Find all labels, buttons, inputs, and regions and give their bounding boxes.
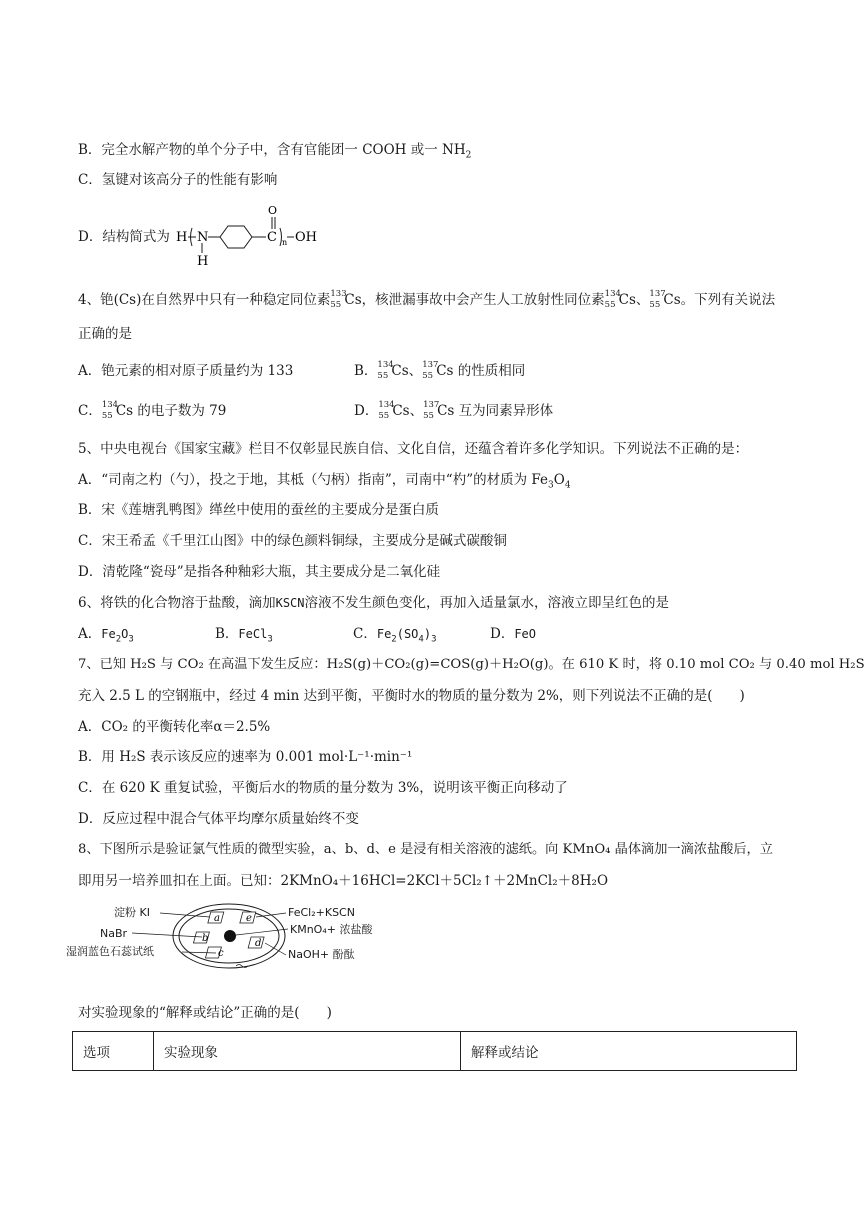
q6-b-formula [238,627,273,645]
q6-c-s1: 2 [391,634,397,645]
q8-stem-line2: 即用另一培养皿扣在上面。已知：2KMnO₄＋16HCl=2KCl＋5Cl₂↑＋2MnCl₂＋8H₂O [78,873,609,889]
q4-b-iso137-z: 55 [422,371,434,381]
q6-c-m: (SO [396,627,419,641]
q4-b-suffix: Cs 的性质相同 [436,363,526,379]
q6-c-s2: 4 [418,634,424,645]
iso-133-z: 55 [330,300,342,310]
q4-d-iso134-z: 55 [378,411,390,421]
q3-option-b [78,141,471,165]
q3-option-c: C．氢键对该高分子的性能有影响 [78,172,278,188]
q5-option-a [78,471,571,495]
q4-b-iso134 [377,360,394,381]
q4-d-iso137-mass: 137 [423,400,440,410]
q4-b-mid: Cs、 [391,363,423,379]
q4-d-iso134-mass: 134 [378,400,395,410]
q4-stem-b: Cs，核泄漏事故中会产生人工放射性同位素 [344,292,605,308]
q4-d-iso134 [378,400,395,421]
iso-134-mass: 134 [604,289,621,299]
q6-a-s2: 3 [128,634,134,645]
q4-option-d [354,402,553,420]
q5-a-sub1: 3 [548,480,554,491]
q6-kscn: KSCN [275,596,305,610]
paper-e: e [246,913,252,924]
isotope-134 [605,291,619,309]
struct-o: O [268,204,278,217]
q6-b-s: 3 [267,634,273,645]
q7-stem-line1: 7、已知 H₂S 与 CO₂ 在高温下发生反应：H₂S(g)＋CO₂(g)=COS(g)＋H₂O(g)。在 610 K 时，将 0.10 mol CO₂ 与 0.40 mol H₂S [78,657,865,672]
label-nabr: NaBr [100,927,128,940]
struct-c: C [267,230,277,245]
iso-133-mass: 133 [330,289,347,299]
q3-option-b-sub: 2 [465,150,472,161]
struct-h-left: H [176,230,188,245]
q4-d-prefix: D． [354,403,379,419]
q4-option-c [78,402,226,420]
label-naoh: NaOH+ 酚酞 [288,948,355,961]
q6-c-formula [376,627,437,645]
table-header-row [73,1032,797,1071]
q6-option-a [78,625,134,648]
table-header-phenomenon: 实验现象 [154,1032,461,1071]
isotope-133 [330,289,347,310]
q8-experiment-diagram [64,900,384,975]
q6-stem-b: 溶液不发生颜色变化，再加入适量氯水，溶液立即呈红色的是 [304,595,669,611]
q7-stem-line2: 充入 2.5 L 的空钢瓶中，经过 4 min 达到平衡，平衡时水的物质的量分数为 2%，则下列说法不正确的是( ) [78,688,745,704]
q5-option-c: C．宋王希孟《千里江山图》中的绿色颜料铜绿，主要成分是碱式碳酸铜 [78,533,507,549]
paper-a: a [214,913,220,924]
q5-option-d: D．清乾隆“瓷母”是指各种釉彩大瓶，其主要成分是二氧化硅 [78,564,441,580]
paper-b: b [202,933,209,944]
q6-option-b [215,625,273,648]
q6-c-s3: 3 [431,634,437,645]
kmno4-crystal [224,930,236,942]
q4-b-iso134-mass: 134 [377,360,394,370]
q4-d-suffix: Cs 互为同素异形体 [437,403,554,419]
q6-d-label: D． [490,626,515,642]
iso-134-z: 55 [604,300,616,310]
q6-a-f: Fe [101,627,116,641]
q5-a-text: A．“司南之杓（勺），投之于地，其柢（勺柄）指南”，司南中“杓”的材质为 Fe [78,472,549,488]
q6-c-label: C． [353,626,377,642]
q3-option-d [78,228,170,246]
paper-c: c [218,948,224,959]
q7-option-c: C．在 620 K 重复试验，平衡后水的物质的量分数为 3%，说明该平衡正向移动了 [78,780,568,796]
q7-option-d: D．反应过程中混合气体平均摩尔质量始终不变 [78,811,359,827]
q6-c-f: Fe [376,627,392,641]
label-fecl2: FeCl₂+KSCN [288,906,355,919]
q4-d-mid: Cs、 [392,403,424,419]
q3-structure-formula [170,200,330,270]
q6-a-s1: 2 [115,634,122,645]
q6-d-formula: FeO [514,627,537,641]
paper-d: d [255,938,262,949]
q4-stem-line2: 正确的是 [78,326,132,342]
q4-c-iso134-mass: 134 [101,400,119,410]
q8-table [72,1031,797,1071]
q4-option-b [354,362,525,380]
struct-h-bottom: H [197,254,209,269]
q6-a-label: A． [78,626,102,642]
label-kmno4-hcl: KMnO₄+ 浓盐酸 [290,923,373,936]
q6-stem [78,594,669,612]
q8-question: 对实验现象的“解释或结论”正确的是( ) [78,1005,332,1021]
q4-d-iso137 [423,400,440,421]
q4-b-prefix: B． [354,363,378,379]
q4-b-iso134-z: 55 [377,371,389,381]
q4-b-iso137 [422,360,439,381]
q7-option-a: A．CO₂ 的平衡转化率α＝2.5% [78,719,271,735]
q4-c-prefix: C． [78,403,102,419]
q6-a-m: O [121,627,129,641]
q4-b-iso137-mass: 137 [422,360,439,370]
label-starch-ki: 淀粉 KI [114,906,150,919]
iso-137-mass: 137 [649,289,666,299]
struct-oh: OH [295,230,317,245]
q4-c-iso134-z: 55 [101,411,113,421]
table-header-option: 选项 [73,1032,154,1071]
iso-137-z: 55 [649,300,661,310]
q5-option-b: B．宋《莲塘乳鸭图》缂丝中使用的蚕丝的主要成分是蛋白质 [78,502,439,518]
q4-stem [78,291,775,309]
table-header-conclusion: 解释或结论 [461,1032,797,1071]
struct-n-sub: n [282,238,288,247]
q5-a-sub2: 4 [564,480,571,491]
q4-c-iso134 [101,400,119,421]
q6-b-label: B． [215,626,239,642]
q5-a-mid: O [553,472,565,488]
q4-stem-d: Cs。下列有关说法 [663,292,776,308]
q6-option-d [490,625,536,643]
isotope-137 [649,289,666,310]
q4-stem-c: Cs、 [618,292,650,308]
q6-stem-a: 6、将铁的化合物溶于盐酸，滴加 [78,595,276,611]
q4-c-suffix: Cs 的电子数为 79 [115,403,227,419]
q5-stem: 5、中央电视台《国家宝藏》栏目不仅彰显民族自信、文化自信，还蕴含着许多化学知识。下列说法不正确的是： [78,441,749,457]
benzene-ring [220,226,252,248]
q8-stem-line1: 8、下图所示是验证氯气性质的微型实验，a、b、d、e 是浸有相关溶液的滤纸。向 KMnO₄ 晶体滴加一滴浓盐酸后，立 [78,842,773,857]
label-litmus: 湿润蓝色石蕊试纸 [66,945,154,958]
q3-option-b-text: B．完全水解产物的单个分子中，含有官能团一 COOH 或一 NH [78,142,466,158]
q4-d-iso137-z: 55 [423,411,434,421]
q6-c-e: ) [423,627,432,641]
q3-option-d-text: D．结构简式为 [78,229,170,245]
q7-option-b: B．用 H₂S 表示该反应的速率为 0.001 mol·L⁻¹·min⁻¹ [78,749,413,765]
q4-option-a: A．铯元素的相对原子质量约为 133 [78,363,294,379]
q4-stem-a: 4、铯(Cs)在自然界中只有一种稳定同位素 [78,292,331,308]
struct-n: N [197,230,209,245]
q6-a-formula [101,627,134,645]
q6-b-f: FeCl [238,627,268,641]
q6-option-c [353,625,436,648]
